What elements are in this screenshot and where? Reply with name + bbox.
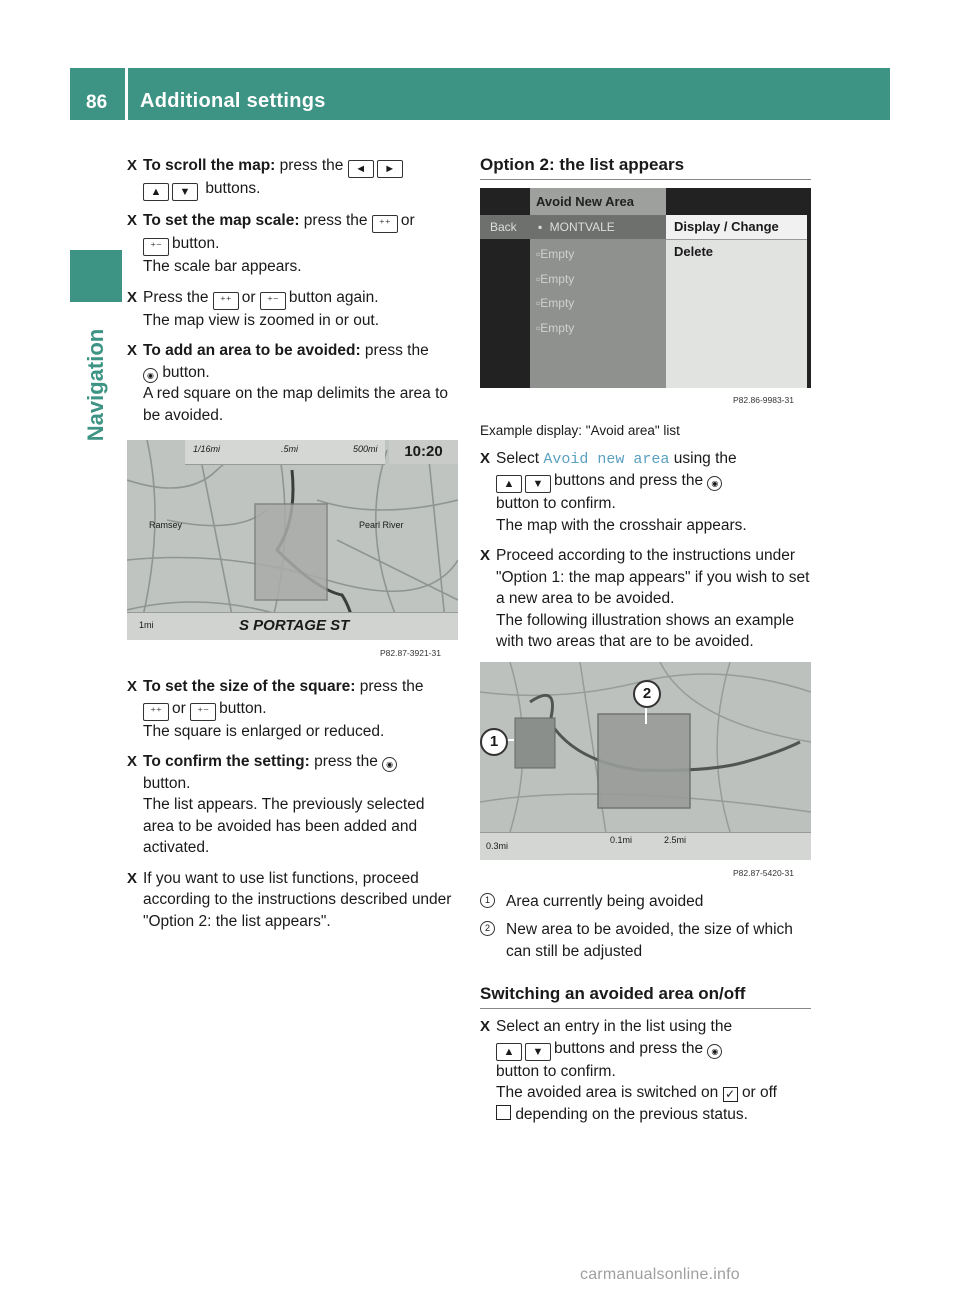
ok-button-icon: ◉ bbox=[382, 757, 397, 772]
checked-box-icon: ✓ bbox=[723, 1087, 738, 1102]
page-title: Additional settings bbox=[140, 90, 326, 112]
left-column bbox=[127, 155, 459, 435]
step-switch: X Select an entry in the list using the ▲ ▼ buttons and press the ◉ button to confirm. The avoided area is switched on ✓ or off depending on the previous status. bbox=[480, 1018, 777, 1123]
section-heading: Option 2: the list appears bbox=[480, 155, 811, 180]
list-title: Avoid New Area bbox=[530, 188, 666, 215]
callout-2: 2 bbox=[633, 680, 661, 708]
page-number: 86 bbox=[86, 92, 108, 113]
list-item[interactable]: ▫Empty bbox=[536, 271, 575, 286]
map-screenshot-1 bbox=[127, 440, 458, 640]
zoom-out-icon: ⁺⁻ bbox=[190, 703, 216, 721]
zoom-in-icon: ⁺⁺ bbox=[213, 292, 239, 310]
instruction-size: X To set the size of the square: press the ⁺⁺ or ⁺⁻ button. The square is enlarged or reduced. bbox=[127, 678, 424, 740]
delete-option[interactable]: Delete bbox=[674, 244, 714, 259]
section-heading: Switching an avoided area on/off bbox=[480, 984, 811, 1009]
ok-button-icon: ◉ bbox=[143, 368, 158, 383]
display-change-option[interactable]: Display / Change bbox=[666, 215, 807, 240]
up-key: ▲ bbox=[496, 1043, 522, 1061]
map2-status-bar: 0.3mi 0.1mi 2.5mi bbox=[480, 832, 811, 860]
step-proceed: X Proceed according to the instructions under "Option 1: the map appears" if you wish to set a new area to be avoided. The following illustration shows an example with two areas that are to be avoided. bbox=[480, 547, 810, 650]
figure-code: P82.86-9983-31 bbox=[733, 395, 794, 405]
up-key: ▲ bbox=[143, 183, 169, 201]
instruction-list-functions: X If you want to use list functions, proceed according to the instructions described under "Option 2: the list appears". bbox=[127, 869, 452, 930]
legend-item: 2 New area to be avoided, the size of which can still be adjusted bbox=[480, 919, 814, 963]
map-roads bbox=[127, 440, 458, 640]
right-column bbox=[480, 420, 814, 662]
instruction-confirm: X To confirm the setting: press the ◉ button. The list appears. The previously selected area to be avoided has been added and activated. bbox=[127, 753, 425, 856]
step-select-avoid: X Select Avoid new area using the ▲ ▼ buttons and press the ◉ button to confirm. The map with the crosshair appears. bbox=[480, 449, 747, 534]
legend-list bbox=[480, 891, 814, 969]
instruction-scroll: X To scroll the map: press the ◄ ► ▲ ▼ buttons. bbox=[127, 155, 459, 201]
instruction-scale: X To set the map scale: press the ⁺⁺ or ⁺⁻ button. The scale bar appears. bbox=[127, 212, 415, 275]
side-tab-block bbox=[70, 250, 122, 302]
zoom-out-icon: ⁺⁻ bbox=[260, 292, 286, 310]
caption: Example display: "Avoid area" list bbox=[480, 423, 680, 438]
list-item[interactable]: ▫Empty bbox=[536, 247, 575, 261]
header-separator bbox=[125, 68, 128, 120]
place-label: Ramsey bbox=[149, 520, 183, 530]
switching-steps bbox=[480, 1016, 814, 1134]
left-column-2 bbox=[127, 676, 459, 941]
ok-button-icon: ◉ bbox=[707, 1044, 722, 1059]
list-item[interactable]: ▫Empty bbox=[536, 296, 575, 310]
instruction-add-area: X To add an area to be avoided: press the ◉ button. A red square on the map delimits the area to be avoided. bbox=[127, 342, 449, 424]
up-key: ▲ bbox=[496, 475, 522, 493]
footer-watermark: carmanualsonline.info bbox=[580, 1266, 740, 1283]
left-key: ◄ bbox=[348, 160, 374, 178]
down-key: ▼ bbox=[172, 183, 198, 201]
list-item[interactable]: ▫Empty bbox=[536, 320, 575, 335]
back-row[interactable]: Back ▪ MONTVALE bbox=[480, 215, 666, 239]
right-key: ► bbox=[377, 160, 403, 178]
empty-list bbox=[536, 242, 574, 340]
callout-1: 1 bbox=[480, 728, 508, 756]
instruction-press-again: X Press the ⁺⁺ or ⁺⁻ button again. The map view is zoomed in or out. bbox=[127, 288, 380, 329]
zoom-out-icon: ⁺⁻ bbox=[143, 238, 169, 256]
options-panel bbox=[666, 215, 807, 388]
list-screenshot bbox=[480, 188, 811, 388]
zoom-in-icon: ⁺⁺ bbox=[372, 215, 398, 233]
map-status-bar: 1mi S PORTAGE ST bbox=[127, 612, 458, 640]
map-screenshot-2 bbox=[480, 662, 811, 860]
figure-code: P82.87-5420-31 bbox=[733, 868, 794, 878]
unchecked-box-icon bbox=[496, 1105, 511, 1120]
figure-code: P82.87-3921-31 bbox=[380, 648, 441, 658]
side-label: Navigation bbox=[83, 328, 108, 442]
clock: 10:20 bbox=[389, 440, 458, 464]
section-switching bbox=[480, 984, 811, 1009]
scale-bar: 1/16mi .5mi 500mi bbox=[185, 440, 385, 465]
down-key: ▼ bbox=[525, 1043, 551, 1061]
legend-item: 1 Area currently being avoided bbox=[480, 891, 814, 913]
ok-button-icon: ◉ bbox=[707, 476, 722, 491]
down-key: ▼ bbox=[525, 475, 551, 493]
place-label: Pearl River bbox=[359, 520, 404, 530]
section-option2 bbox=[480, 155, 811, 180]
zoom-in-icon: ⁺⁺ bbox=[143, 703, 169, 721]
